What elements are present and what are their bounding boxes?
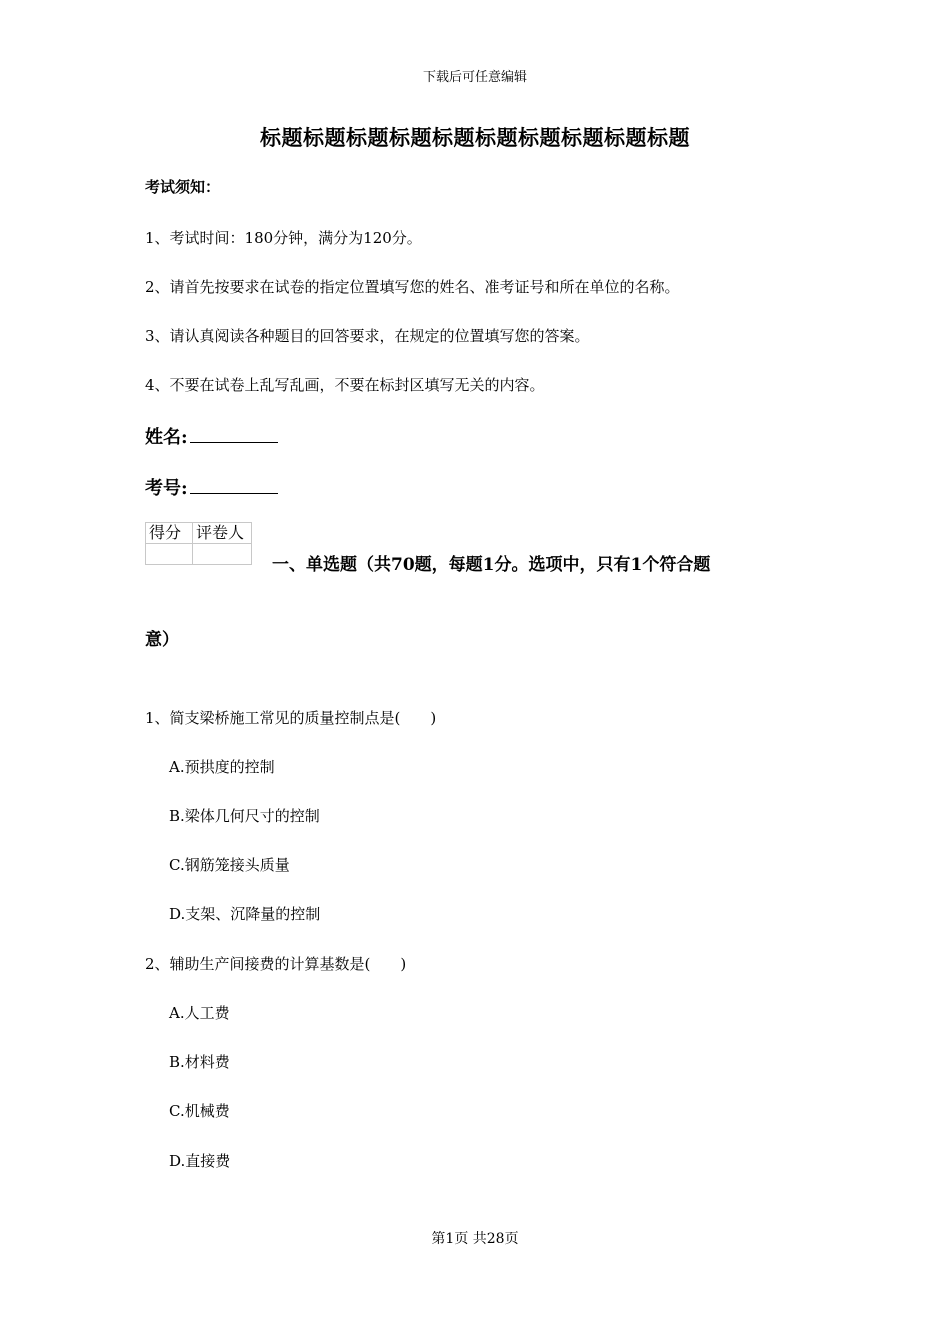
section-title: 一、单选题（共70题，每题1分。选项中，只有1个符合题 [272, 555, 711, 575]
exam-number-field [145, 474, 278, 500]
notice-rule: 3、请认真阅读各种题目的回答要求，在规定的位置填写您的答案。 [145, 327, 590, 345]
answer-option: A.人工费 [169, 1004, 230, 1022]
answer-option: C.机械费 [169, 1102, 230, 1120]
score-table [145, 522, 252, 565]
answer-option: C.钢筋笼接头质量 [169, 856, 290, 874]
score-cell [146, 544, 193, 565]
question-stem: 2、辅助生产间接费的计算基数是( ) [145, 955, 407, 973]
answer-option: B.材料费 [169, 1053, 230, 1071]
answer-option: A.预拱度的控制 [169, 758, 275, 776]
exam-number-label: 考号: [145, 478, 188, 499]
page-footer: 第1页 共28页 [431, 1231, 519, 1247]
section-title-continued: 意） [145, 630, 179, 650]
grader-cell [193, 544, 252, 565]
header-note: 下载后可任意编辑 [422, 70, 527, 85]
score-header: 得分 [146, 523, 193, 544]
exam-number-blank-line[interactable] [190, 475, 278, 494]
answer-option: B.梁体几何尺寸的控制 [169, 807, 320, 825]
document-title: 标题标题标题标题标题标题标题标题标题标题 [260, 125, 690, 150]
notice-heading: 考试须知： [145, 178, 221, 196]
notice-rule: 2、请首先按要求在试卷的指定位置填写您的姓名、准考证号和所在单位的名称。 [145, 278, 680, 296]
answer-option: D.支架、沉降量的控制 [169, 905, 321, 923]
name-blank-line[interactable] [190, 424, 278, 443]
notice-rule: 4、不要在试卷上乱写乱画，不要在标封区填写无关的内容。 [145, 376, 545, 394]
name-label: 姓名: [145, 427, 188, 448]
notice-rule: 1、考试时间：180分钟，满分为120分。 [145, 229, 422, 247]
question-stem: 1、简支梁桥施工常见的质量控制点是( ) [145, 709, 437, 727]
answer-option: D.直接费 [169, 1152, 231, 1170]
grader-header: 评卷人 [193, 523, 252, 544]
name-field [145, 423, 278, 449]
